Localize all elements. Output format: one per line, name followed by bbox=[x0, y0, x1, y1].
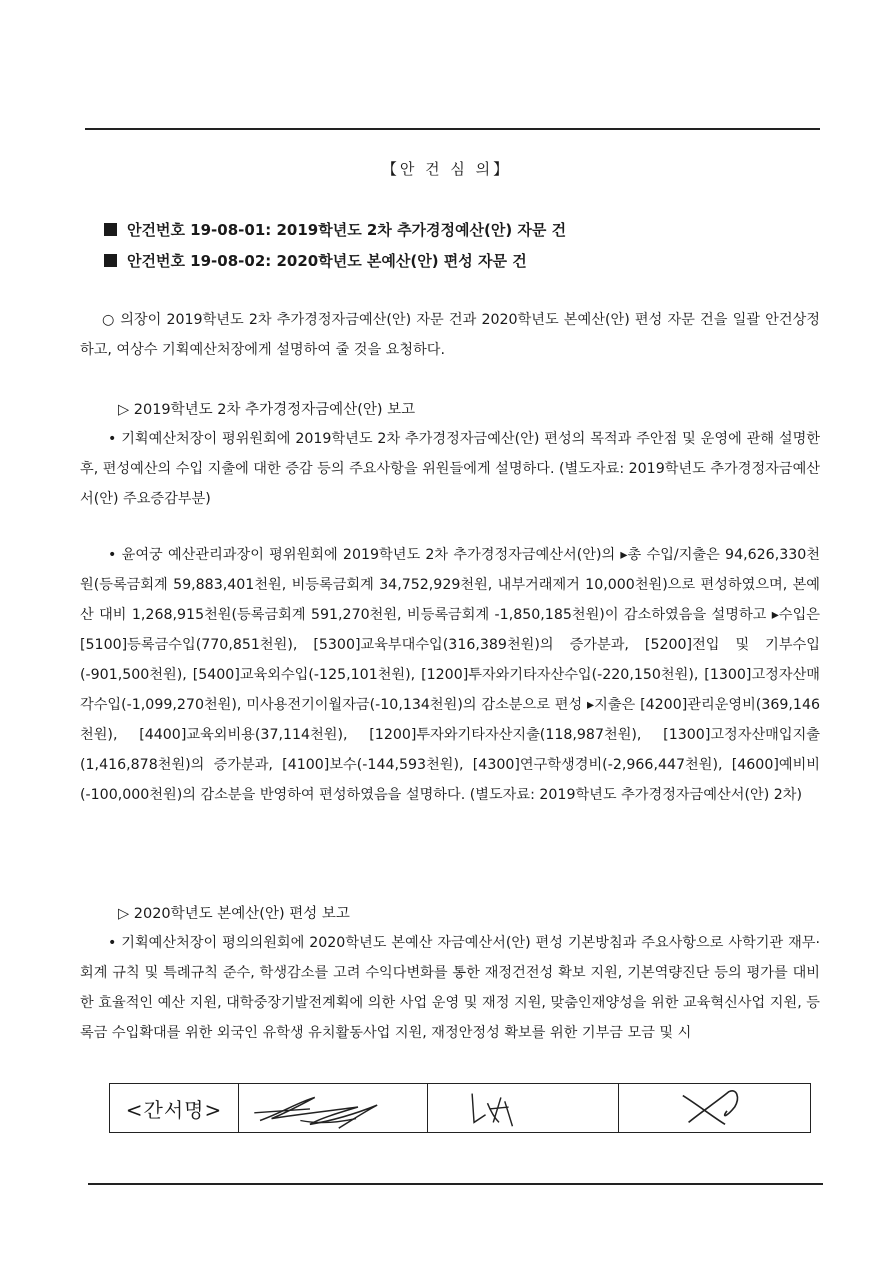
signature-label-cell bbox=[110, 1084, 238, 1132]
handwritten-signature-2 bbox=[428, 1084, 618, 1132]
paragraph-2020-budget-policy bbox=[80, 928, 820, 1048]
agenda-item-1 bbox=[104, 219, 566, 240]
signature-2 bbox=[427, 1084, 618, 1132]
agenda-item-text: 안건번호 19-08-01: 2019학년도 2차 추가경정예산(안) 자문 건 bbox=[127, 221, 567, 239]
section-heading-2020-main-budget: ▷ 2020학년도 본예산(안) 편성 보고 bbox=[118, 906, 350, 922]
chair-statement bbox=[80, 305, 820, 365]
signature-3 bbox=[618, 1084, 810, 1132]
top-rule bbox=[85, 128, 820, 130]
paragraph-budget-director-report bbox=[80, 424, 820, 514]
document-title: 【안 건 심 의】 bbox=[381, 160, 512, 178]
signature-table bbox=[109, 1083, 811, 1133]
paragraph-text: • 기획예산처장이 평위원회에 2019학년도 2차 추가경정자금예산(안) 편성의 목적과 주안점 및 운영에 관해 설명한 후, 편성예산의 수입 지출에 대한 증감 등의 주요사항을 위원들에게 설명하다. (별도자료: 2019학년도 추가경정자금예산서(안) 주요증감부분) bbox=[80, 431, 820, 507]
square-bullet-icon bbox=[104, 223, 117, 236]
agenda-item-text: 안건번호 19-08-02: 2020학년도 본예산(안) 편성 자문 건 bbox=[127, 252, 527, 270]
handwritten-signature-3 bbox=[619, 1084, 810, 1132]
square-bullet-icon bbox=[104, 254, 117, 267]
handwritten-signature-1 bbox=[239, 1084, 427, 1132]
bottom-rule bbox=[88, 1183, 823, 1185]
agenda-item-2 bbox=[104, 250, 527, 271]
paragraph-text: • 윤여궁 예산관리과장이 평위원회에 2019학년도 2차 추가경정자금예산서(안)의 ▸총 수입/지출은 94,626,330천원(등록금회계 59,883,401천원, 비등록금회계 34,752,929천원, 내부거래제거 10,000천원)으로 편성하였으며, 본예산 대비 1,268,915천원(등록금회계 591,270천원, 비등록금회계 -1,850,185천원)이 감소하였음을 설명하고 ▸수입은 [5100]등록금수입(770,851천원), [5300]교육부대수입(316,389천원)의 증가분과, [5200]전입 및 기부수입(-901,500천원), [5400]교육외수입(-125,101천원), [1200]투자와기타자산수입(-220,150천원), [1300]고정자산매각수입(-1,099,270천원), 미사용전기이월자금(-10,134천원)의 감소분으로 편성 ▸지출은 [4200]관리운영비(369,146천원), [4400]교육외비용(37,114천원), [1200]투자와기타자산지출(118,987천원), [1300]고정자산매입지출(1,416,878천원)의 증가분과, [4100]보수(-144,593천원), [4300]연구학생경비(-2,966,447천원), [4600]예비비(-100,000천원)의 감소분을 반영하여 편성하였음을 설명하다. (별도자료: 2019학년도 추가경정자금예산서(안) 2차) bbox=[80, 547, 820, 803]
paragraph-budget-manager-report bbox=[80, 540, 820, 810]
signature-1 bbox=[238, 1084, 427, 1132]
chair-statement-text: ○ 의장이 2019학년도 2차 추가경정자금예산(안) 자문 건과 2020학년도 본예산(안) 편성 자문 건을 일괄 안건상정하고, 여상수 기획예산처장에게 설명하여 줄 것을 요청하다. bbox=[80, 312, 820, 358]
section-heading-2019-supplementary: ▷ 2019학년도 2차 추가경정자금예산(안) 보고 bbox=[118, 402, 416, 418]
signature-label: <간서명> bbox=[125, 1097, 223, 1122]
paragraph-text: • 기획예산처장이 평의의원회에 2020학년도 본예산 자금예산서(안) 편성 기본방침과 주요사항으로 사학기관 재무·회계 규칙 및 특례규칙 준수, 학생감소를 고려 수익다변화를 통한 재정건전성 확보 지원, 기본역량진단 등의 평가를 대비한 효율적인 예산 지원, 대학중장기발전계획에 의한 사업 운영 및 재정 지원, 맞춤인재양성을 위한 교육혁신사업 지원, 등록금 수입확대를 위한 외국인 유학생 유치활동사업 지원, 재정안정성 확보를 위한 기부금 모금 및 시 bbox=[80, 935, 820, 1041]
